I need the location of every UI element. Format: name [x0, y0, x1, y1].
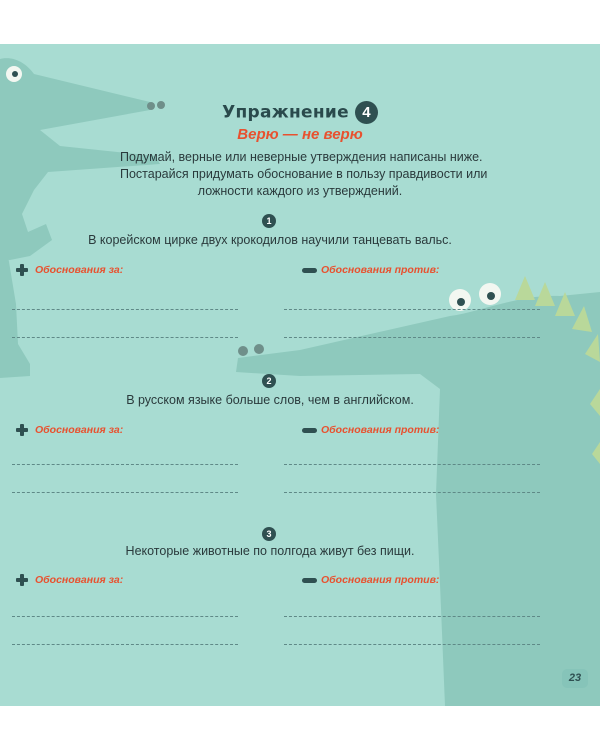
plus-icon — [16, 264, 28, 276]
plus-icon — [16, 424, 28, 436]
instruction-line: Постарайся придумать обоснование в пользу правдивости или — [120, 167, 488, 181]
plus-icon — [16, 574, 28, 586]
statement-number-badge: 3 — [262, 527, 276, 541]
exercise-subtitle: Верю — не верю — [237, 126, 363, 143]
answer-line-con[interactable] — [284, 644, 540, 645]
minus-icon — [302, 268, 317, 273]
answer-line-con[interactable] — [284, 309, 540, 310]
answer-line-con[interactable] — [284, 337, 540, 338]
page-number: 23 — [562, 669, 588, 688]
statement-text: В русском языке больше слов, чем в английском. — [126, 393, 414, 407]
minus-icon — [302, 428, 317, 433]
answer-line-pro[interactable] — [12, 337, 238, 338]
answer-line-pro[interactable] — [12, 309, 238, 310]
statement-number-badge: 2 — [262, 374, 276, 388]
statement-text: Некоторые животные по полгода живут без пищи. — [125, 544, 415, 558]
answer-line-pro[interactable] — [12, 464, 238, 465]
instruction-line: Подумай, верные или неверные утверждения написаны ниже. — [120, 150, 483, 164]
pro-label: Обоснования за: — [35, 574, 124, 586]
statement-number-badge: 1 — [262, 214, 276, 228]
minus-icon — [302, 578, 317, 583]
answer-line-con[interactable] — [284, 464, 540, 465]
pro-label: Обоснования за: — [35, 424, 124, 436]
exercise-number-badge: 4 — [355, 101, 378, 124]
answer-line-con[interactable] — [284, 616, 540, 617]
crocodile-illustration — [0, 44, 600, 706]
con-label: Обоснования против: — [321, 264, 440, 276]
statement-text: В корейском цирке двух крокодилов научили танцевать вальс. — [88, 233, 452, 247]
con-label: Обоснования против: — [321, 574, 440, 586]
answer-line-pro[interactable] — [12, 492, 238, 493]
exercise-instructions — [120, 149, 488, 200]
exercise-title: Упражнение — [222, 102, 349, 123]
instruction-line: ложности каждого из утверждений. — [197, 184, 403, 198]
workbook-page — [0, 44, 600, 706]
answer-line-pro[interactable] — [12, 616, 238, 617]
answer-line-pro[interactable] — [12, 644, 238, 645]
exercise-header — [0, 101, 600, 124]
pro-label: Обоснования за: — [35, 264, 124, 276]
answer-line-con[interactable] — [284, 492, 540, 493]
con-label: Обоснования против: — [321, 424, 440, 436]
